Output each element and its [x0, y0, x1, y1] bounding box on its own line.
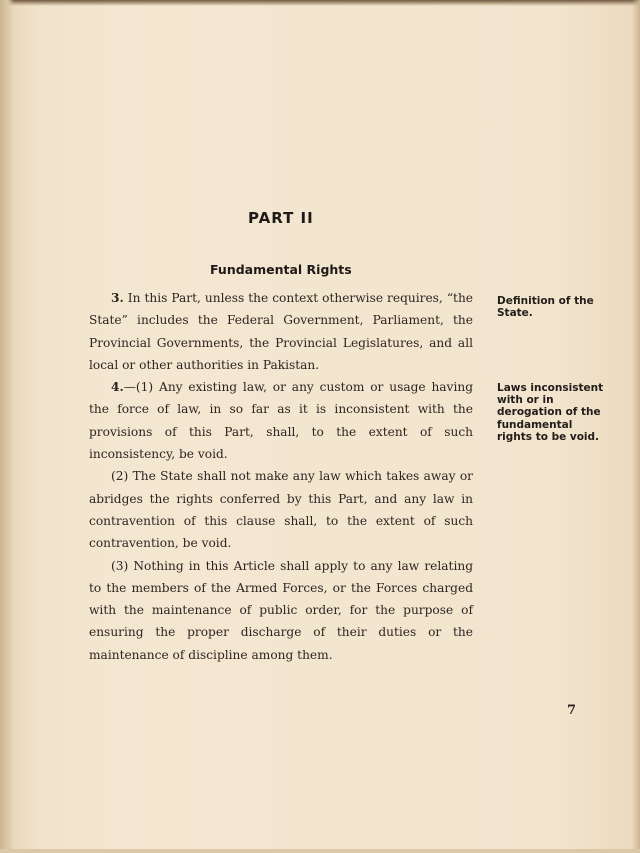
- body-text: [89, 287, 473, 666]
- page-number: 7: [567, 703, 577, 718]
- article-4-clause-3: (3) Nothing in this Article shall apply to any law relating to the members of the Armed Forces, or the Forces charged with the maintenance of public order, for the purpose of ensuring the proper discharge of their duties or the maintenance of discipline among them.: [89, 558, 473, 662]
- side-note-laws-inconsistent: Laws inconsistent with or in derogation of the fundamental rights to be void.: [497, 382, 604, 443]
- side-note-definition: Definition of the State.: [497, 295, 594, 320]
- page-edge: [632, 0, 640, 853]
- article-4-clause-1-paragraph: [89, 376, 473, 465]
- part-title: PART II: [248, 209, 314, 227]
- article-4-number: 4.: [111, 380, 124, 395]
- article-4-clause-2-paragraph: [89, 465, 473, 554]
- bottom-edge: [0, 849, 640, 853]
- article-3-paragraph: [89, 287, 473, 376]
- article-4-clause-1: —(1) Any existing law, or any custom or usage having the force of law, in so far as it is inconsistent with the provisions of this Part, shall, to the extent of such inconsistency, be void.: [89, 380, 473, 462]
- section-title: Fundamental Rights: [210, 262, 352, 277]
- article-4-clause-3-paragraph: [89, 555, 473, 666]
- article-3-text: In this Part, unless the context otherwise requires, “the State” includes the Federal Government, Parliament, the Provincial Governments, the Provincial Legislatures, and all local or other authorities in Pakistan.: [89, 291, 474, 372]
- article-4-clause-2: (2) The State shall not make any law which takes away or abridges the rights conferred by this Part, and any law in contravention of this clause shall, to the extent of such contravention, be void.: [89, 469, 473, 551]
- binding-shadow: [0, 0, 14, 853]
- article-3-number: 3.: [111, 291, 124, 305]
- top-edge: [0, 0, 640, 6]
